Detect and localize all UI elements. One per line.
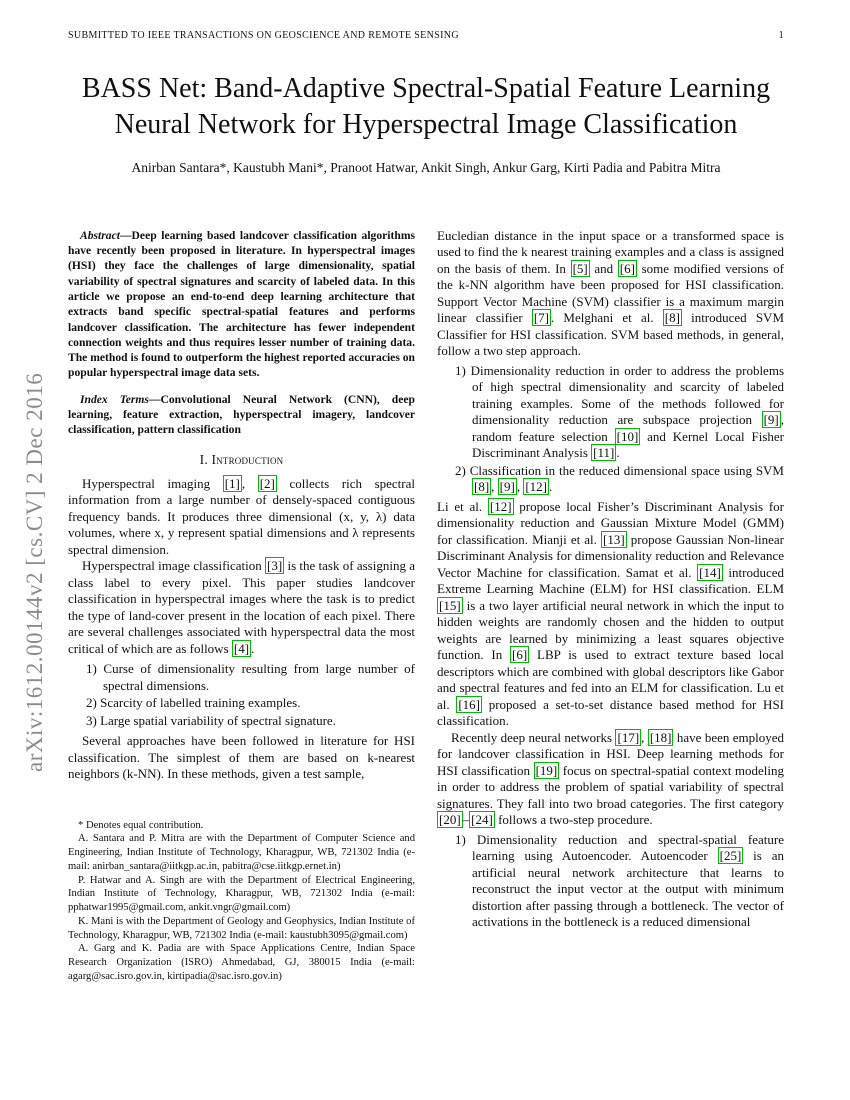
footnote-affiliation: K. Mani is with the Department of Geology and Geophysics, Indian Institute of Technology, Kharagpur, WB, 721302 India (e-mail: kaustubh3095@gmail.com) (68, 915, 415, 941)
citation-link[interactable]: [16] (458, 696, 481, 712)
deep-steps-list (437, 832, 784, 931)
citation-link[interactable]: [10] (616, 428, 639, 444)
citation-link[interactable]: [15] (439, 597, 461, 613)
footnotes-block (68, 819, 415, 1000)
citation-link[interactable]: [12] (489, 498, 512, 514)
footnote-affiliation: A. Santara and P. Mitra are with the Department of Computer Science and Engineering, Indian Institute of Technology, Kharagpur, WB, 721302 India (e-mail: anirban_santara@iitkgp.ac.in, pabitra@cse.iitkgp.ernet.in) (68, 833, 415, 872)
abstract-label: Abstract— (80, 228, 132, 242)
citation-link[interactable]: [7] (533, 310, 550, 326)
citation-link[interactable]: [2] (259, 475, 275, 491)
citation-link[interactable]: [6] (619, 260, 635, 276)
citation-link[interactable]: [13] (603, 531, 625, 547)
footnote-affiliation: A. Garg and K. Padia are with Space Applications Centre, Indian Space Research Organization (ISRO) Ahmedabad, GJ, 380015 India (e-mail: agarg@sac.isro.gov.in, kirtipadia@sac.isro.gov.in) (68, 943, 415, 983)
citation-link[interactable]: [4] (233, 640, 250, 656)
footnote-affiliation: P. Hatwar and A. Singh are with the Department of Electrical Engineering, Indian Institute of Technology, Kharagpur, WB, 721302 India (e-mail: pphatwar1995@gmail.com, ankit.vngr@gmail.com) (68, 874, 415, 914)
svm-steps-list (437, 363, 784, 496)
citation-link[interactable]: [8] (474, 479, 490, 495)
paper-title: BASS Net: Band-Adaptive Spectral-Spatial Feature Learning Neural Network for Hyperspectral Image Classification (81, 73, 771, 141)
svm-step-item: Dimensionality reduction in order to address the problems of high spectral dimensionality and scarcity of labeled training examples. Some of the methods followed for dimensionality reduction are subspace projection [9] , random feature selection [10] and Kernel Local Fisher Discriminant Analysis [11] . (470, 362, 784, 461)
running-header (68, 30, 784, 41)
para-prior-work: Li et al. [12] propose local Fisher’s Discriminant Analysis for dimensionality reduction and Gaussian Mixture Model (GMM) for classification. Mianji et al. [13] propose Gaussian Non-linear Discriminant Analysis for dimensionality reduction and Relevance Vector Machine for classification. Samat et al. [14] introduced Extreme Learning Machine (ELM) for HSI classification. ELM [15] is a two layer artificial neural network in which the input to hidden weights are randomly chosen and the hidden to output weights are learned by minimizing a least squares objective function. In [6] LBP is used to extract texture based local descriptors which are combined with global descriptors like Gabor and spectral features and fed into an ELM for classification. Lu et al. [16] proposed a set-to-set distance based method for HSI classification. (437, 498, 784, 729)
citation-link[interactable]: [19] (535, 762, 558, 778)
footnote-equal-contribution: * Denotes equal contribution. (78, 819, 204, 831)
authors-line: Anirban Santara*, Kaustubh Mani*, Pranoot Hatwar, Ankit Singh, Ankur Garg, Kirti Padia and Pabitra Mitra (131, 159, 721, 175)
citation-link[interactable]: [6] (512, 647, 528, 663)
svm-step-item: Classification in the reduced dimensional space using SVM [8] , [9] , [12] . (469, 462, 784, 495)
two-column-body (68, 228, 784, 1000)
index-terms-label: Index Terms— (80, 392, 161, 406)
challenge-item: Scarcity of labelled training examples. (100, 695, 301, 711)
deep-step-item: Dimensionality reduction and spectral-spatial feature learning using Autoencoder. Autoencoder [25] is an artificial neural network architecture that learns to reconstruct the input vector at the output with minimum distortion after passing through a bottleneck. The vector of activations in the bottleneck is a reduced dimensional (472, 831, 784, 930)
para-knn-svm: Eucledian distance in the input space or a transformed space is used to find the k nearest training examples and a class is assigned on the basis of them. In [5] and [6] some modified versions of the k-NN algorithm have been proposed for HSI classification. Support Vector Machine (SVM) classifier is a maximum margin linear classifier [7] . Melghani et al. [8] introduced SVM Classifier for HSI classification. SVM based methods, in general, follow a two step approach. (437, 227, 784, 359)
citation-link[interactable]: [18] (649, 729, 672, 745)
running-header-text: SUBMITTED TO IEEE TRANSACTIONS ON GEOSCIENCE AND REMOTE SENSING (68, 30, 459, 41)
citation-link[interactable]: [9] (499, 479, 515, 495)
section-heading-introduction: I. Introduction (199, 451, 284, 467)
para-hsi-classification: Hyperspectral image classification [3] is the task of assigning a class label to every pixel. This paper studies landcover classification in hyperspectral images where the task is to predict the type of land-cover present in the location of each pixel. There are several challenges associated with hyperspectral data the most critical of which are as follows [4] . (68, 558, 415, 656)
para-hyperspectral-imaging: Hyperspectral imaging [1] , [2] collects rich spectral information from a large number of densely-spaced contiguous frequency bands. It produces three dimensional (x, y, λ) data volumes, where x, y represent spatial dimensions and λ represents spectral dimension. (68, 475, 415, 557)
citation-link[interactable]: [5] (572, 260, 588, 276)
index-terms (68, 392, 415, 438)
para-approaches: Several approaches have been followed in literature for HSI classification. The simplest of them are based on k-nearest neighbors (k-NN). In these methods, given a test sample, (68, 733, 415, 782)
citation-link[interactable]: [8] (664, 310, 680, 326)
citation-link[interactable]: [20] (439, 812, 461, 828)
para-deep-learning: Recently deep neural networks [17] , [18] have been employed for landcover classification in HSI. Deep learning methods for HSI classification [19] focus on spectral-spatial context modeling in order to address the problem of spatial variability of spectral signatures. They fall into two broad categories. The first category [20] – [24] follows a two-step procedure. (437, 729, 784, 828)
challenge-item: Curse of dimensionality resulting from large number of spectral dimensions. (103, 661, 415, 693)
column-left (68, 228, 415, 1000)
citation-link[interactable]: [9] (763, 412, 779, 428)
challenge-item: Large spatial variability of spectral signature. (100, 712, 336, 728)
citation-link[interactable]: [24] (471, 812, 493, 828)
citation-link[interactable]: [11] (593, 445, 615, 461)
abstract-text: Deep learning based landcover classification algorithms have recently been proposed in literature. In hyperspectral images (HSI) they face the challenges of large dimensionality, spatial variability of spectral signatures and scarcity of labeled data. In this article we propose an end-to-end deep learning architecture that extracts band specific spectral-spatial features and performs landcover classification. The architecture has fewer independent connection weights and thus requires lesser number of training data. The method is found to outperform the highest reported accuracies on popular hyperspectral image data sets. (68, 228, 415, 380)
page-number: 1 (778, 30, 784, 41)
citation-link[interactable]: [17] (617, 729, 640, 745)
citation-link[interactable]: [12] (525, 479, 548, 495)
index-terms-text: Convolutional Neural Network (CNN), deep learning, feature extraction, hyperspectral imagery, landcover classification, pattern classification (68, 392, 415, 437)
citation-link[interactable]: [14] (699, 564, 721, 580)
arxiv-watermark: arXiv:1612.00144v2 [cs.CV] 2 Dec 2016 (22, 372, 47, 772)
citation-link[interactable]: [3] (267, 558, 283, 574)
abstract (68, 228, 415, 381)
citation-link[interactable]: [25] (719, 848, 742, 864)
challenges-list (68, 660, 415, 730)
citation-link[interactable]: [1] (224, 475, 240, 491)
column-right (437, 228, 784, 1000)
